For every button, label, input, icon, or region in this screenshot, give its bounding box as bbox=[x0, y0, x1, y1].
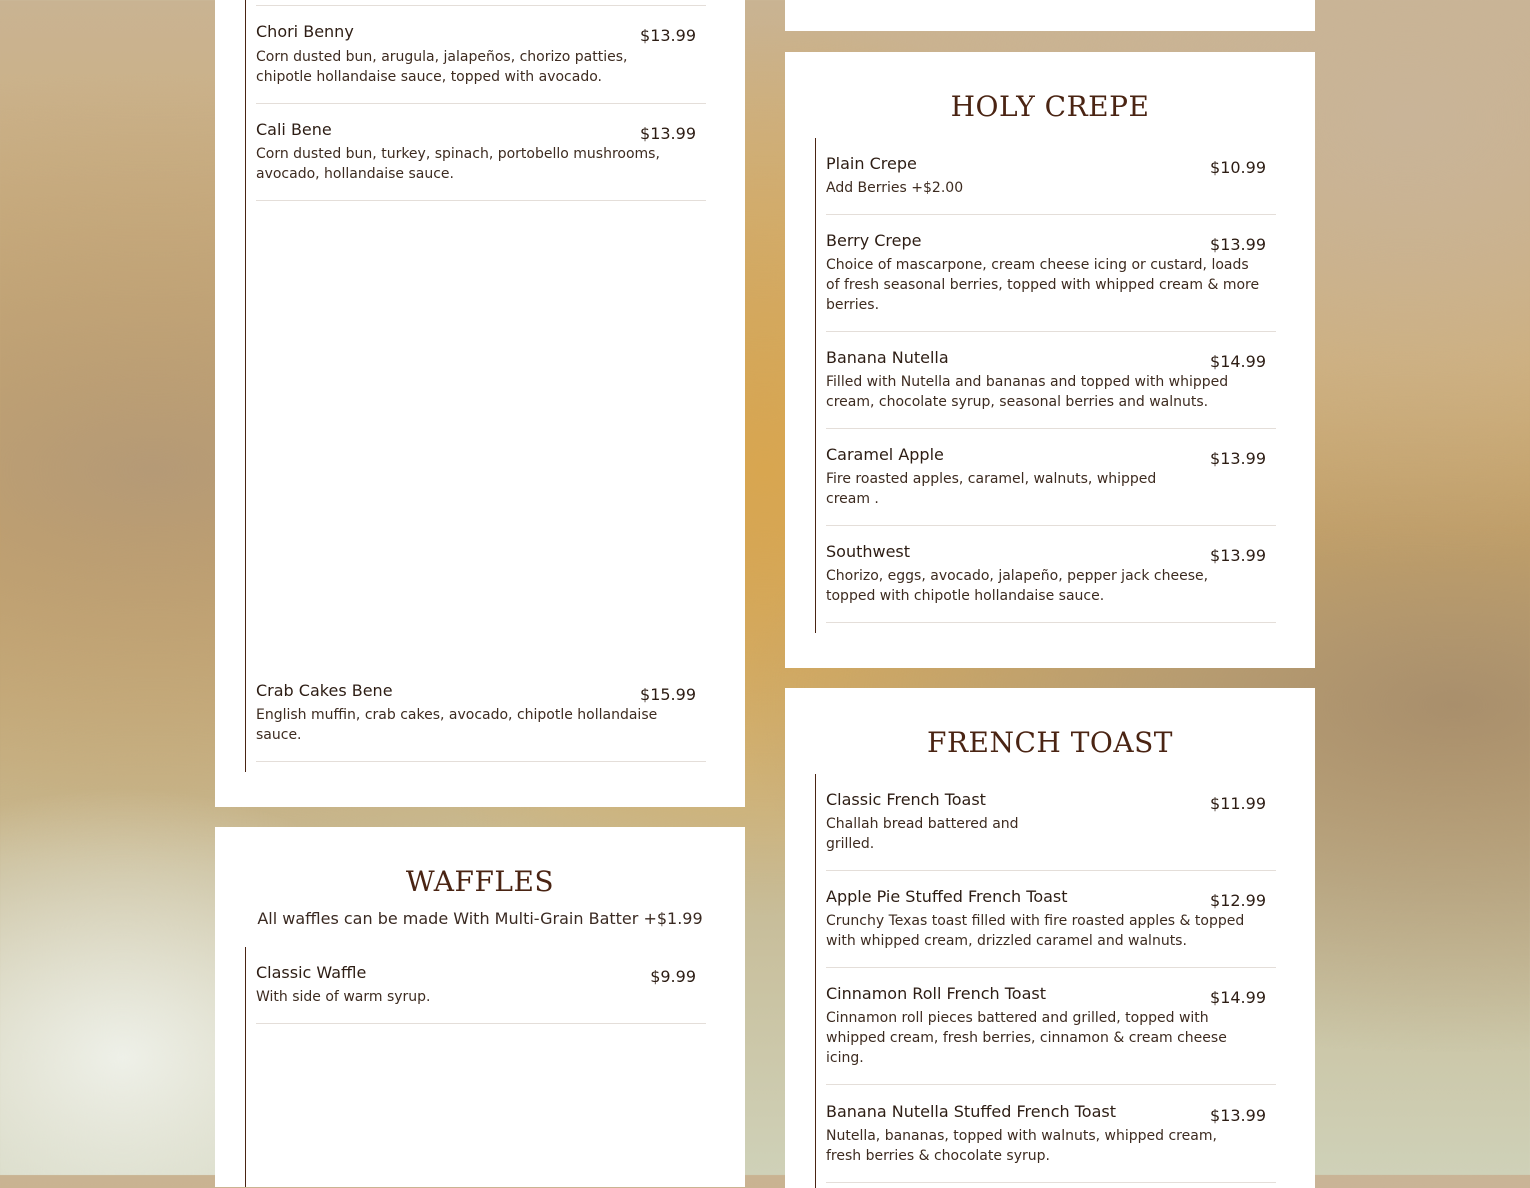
item-name: Classic Waffle bbox=[256, 963, 367, 982]
item-price: $10.99 bbox=[1210, 158, 1266, 177]
item-description: Challah bread battered and grilled. bbox=[826, 816, 1019, 852]
item-price: $12.99 bbox=[1210, 891, 1266, 910]
item-name: Berry Crepe bbox=[826, 231, 922, 250]
benedicts-card bbox=[215, 0, 745, 807]
item-name: Banana Nutella Stuffed French Toast bbox=[826, 1102, 1116, 1121]
menu-item bbox=[256, 22, 706, 104]
menu-item bbox=[826, 984, 1276, 1085]
menu-item bbox=[826, 790, 1276, 871]
item-description: Choice of mascarpone, cream cheese icing or custard, loads of fresh seasonal berries, topped with whipped cream & more berries. bbox=[826, 257, 1260, 313]
item-price: $11.99 bbox=[1210, 794, 1266, 813]
waffles-list bbox=[245, 947, 706, 1187]
item-name: Caramel Apple bbox=[826, 445, 944, 464]
item-name: Cinnamon Roll French Toast bbox=[826, 984, 1046, 1003]
item-description: Corn dusted bun, arugula, jalapeños, chorizo patties, chipotle hollandaise sauce, topped with avocado. bbox=[256, 49, 628, 85]
item-name: Plain Crepe bbox=[826, 154, 917, 173]
section-title: FRENCH TOAST bbox=[927, 726, 1173, 759]
menu-item bbox=[256, 0, 706, 6]
item-name: Apple Pie Stuffed French Toast bbox=[826, 887, 1068, 906]
item-price: $13.99 bbox=[1210, 449, 1266, 468]
item-description: Fire roasted apples, caramel, walnuts, whipped cream . bbox=[826, 471, 1157, 507]
section-title: HOLY CREPE bbox=[950, 90, 1150, 123]
item-price: $15.99 bbox=[640, 685, 696, 704]
menu-item bbox=[826, 887, 1276, 968]
item-price: $14.99 bbox=[1210, 988, 1266, 1007]
item-price: $13.99 bbox=[640, 26, 696, 45]
item-description: Corn dusted bun, turkey, spinach, portobello mushrooms, avocado, hollandaise sauce. bbox=[256, 146, 660, 182]
item-description: Chorizo, eggs, avocado, jalapeño, pepper jack cheese, topped with chipotle hollandaise sauce. bbox=[826, 568, 1209, 604]
item-price: $13.99 bbox=[640, 124, 696, 143]
item-description: Add Berries +$2.00 bbox=[826, 180, 964, 196]
french-toast-list bbox=[815, 774, 1276, 1188]
item-description: Cinnamon roll pieces battered and grilled, topped with whipped cream, fresh berries, cinnamon & cream cheese icing. bbox=[826, 1010, 1227, 1066]
item-name: Banana Nutella bbox=[826, 348, 949, 367]
menu-item bbox=[826, 542, 1276, 623]
item-description: English muffin, crab cakes, avocado, chipotle hollandaise sauce. bbox=[256, 707, 658, 743]
item-description: With side of warm syrup. bbox=[256, 989, 431, 1005]
section-note: All waffles can be made With Multi-Grain Batter +$1.99 bbox=[257, 909, 703, 928]
item-name: Crab Cakes Bene bbox=[256, 681, 393, 700]
item-price: $13.99 bbox=[1210, 235, 1266, 254]
menu-item bbox=[256, 681, 706, 762]
item-name: Cali Bene bbox=[256, 120, 332, 139]
menu-item bbox=[826, 1102, 1276, 1183]
menu-item bbox=[256, 963, 706, 1024]
item-price: $13.99 bbox=[1210, 1106, 1266, 1125]
holy-crepe-card bbox=[785, 52, 1315, 668]
item-price: $9.99 bbox=[650, 967, 696, 986]
holy-crepe-list bbox=[815, 138, 1276, 633]
menu-item bbox=[826, 445, 1276, 526]
item-description: Nutella, bananas, topped with walnuts, whipped cream, fresh berries & chocolate syrup. bbox=[826, 1128, 1217, 1164]
item-description: Filled with Nutella and bananas and topped with whipped cream, chocolate syrup, seasonal berries and walnuts. bbox=[826, 374, 1229, 410]
item-price: $14.99 bbox=[1210, 352, 1266, 371]
menu-item bbox=[826, 348, 1276, 429]
item-price: $13.99 bbox=[1210, 546, 1266, 565]
item-name: Southwest bbox=[826, 542, 911, 561]
item-name: Chori Benny bbox=[256, 22, 354, 41]
menu-item bbox=[826, 231, 1276, 332]
section-title: WAFFLES bbox=[405, 865, 555, 898]
previous-section-card bbox=[785, 0, 1315, 31]
item-name: Classic French Toast bbox=[826, 790, 986, 809]
waffles-card bbox=[215, 827, 745, 1187]
menu-item bbox=[826, 154, 1276, 215]
french-toast-card bbox=[785, 688, 1315, 1188]
item-description: Crunchy Texas toast filled with fire roasted apples & topped with whipped cream, drizzled caramel and walnuts. bbox=[826, 913, 1245, 949]
menu-item bbox=[256, 120, 706, 201]
benedicts-list bbox=[245, 0, 706, 772]
